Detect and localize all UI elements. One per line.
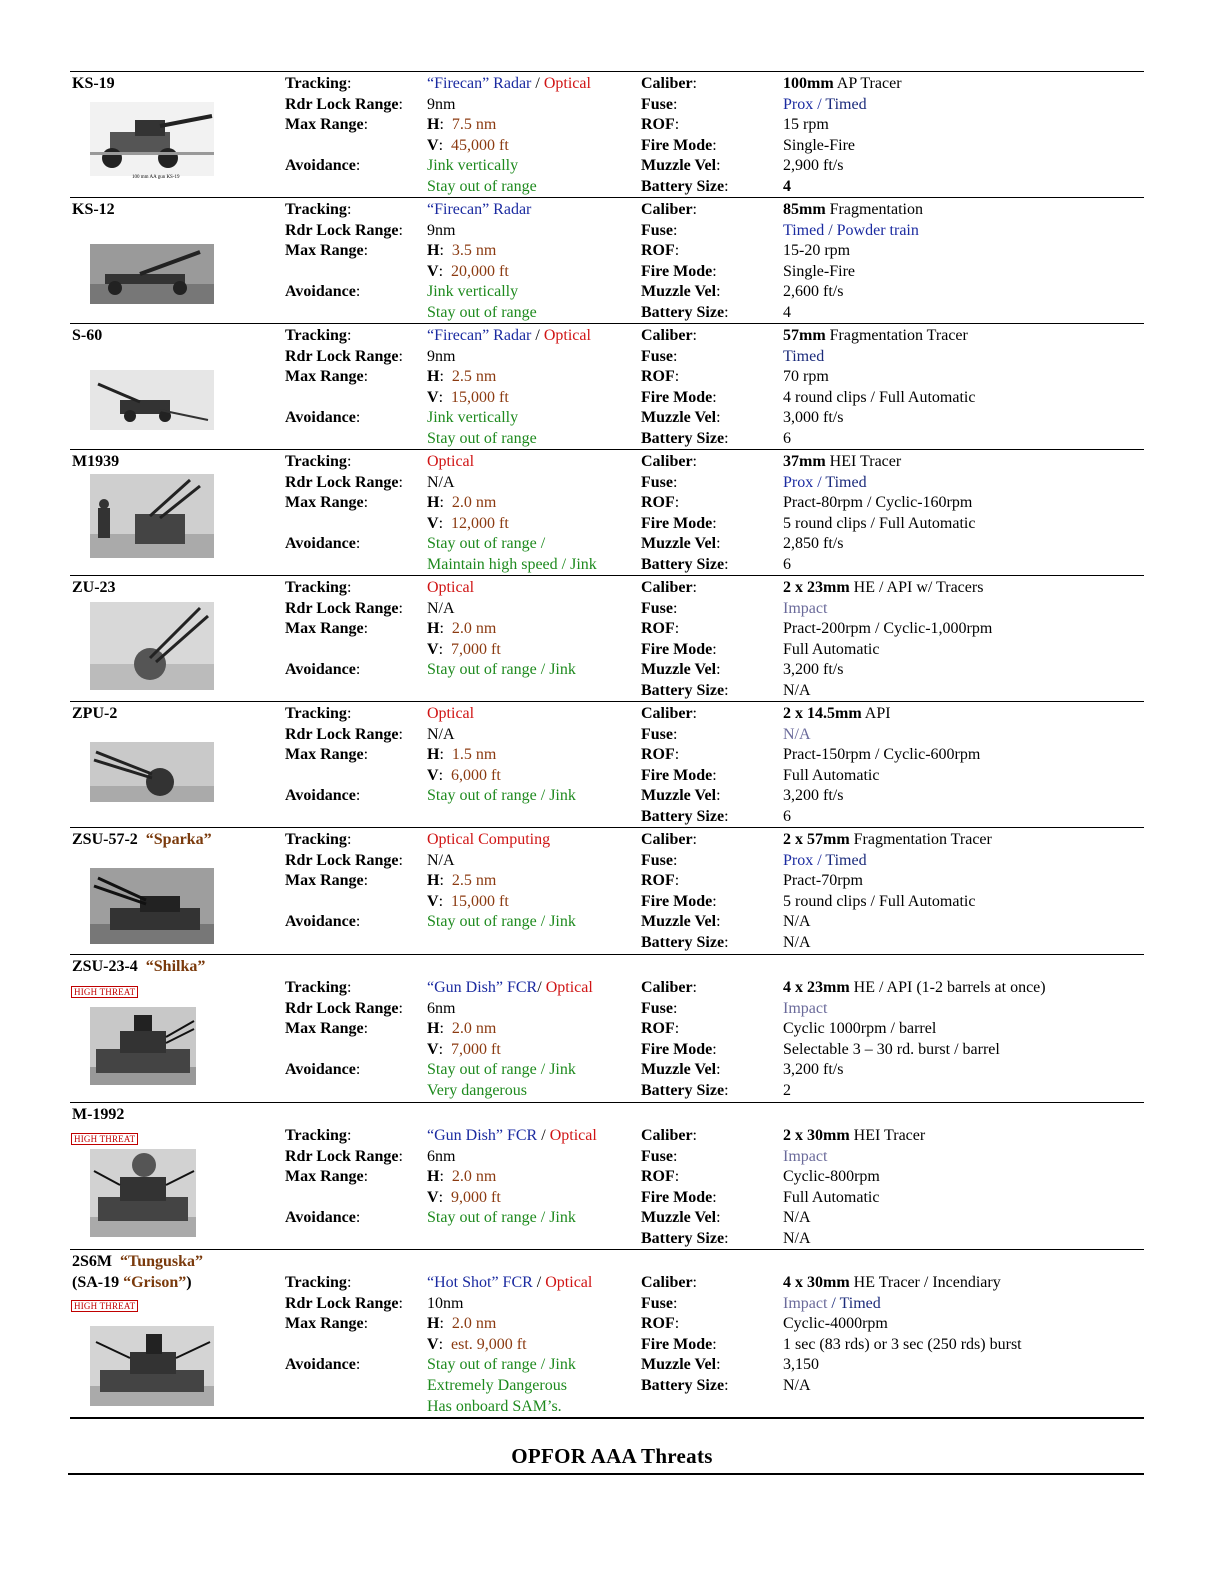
- rof-value: Pract-200rpm / Cyclic-1,000rpm: [783, 620, 993, 638]
- rdr-lock-value: 9nm: [427, 221, 456, 239]
- max-range-h: H: 2.5 nm: [427, 368, 497, 386]
- rof-label: ROF:: [641, 1168, 680, 1186]
- muzzle-vel-value: 3,200 ft/s: [783, 787, 844, 805]
- max-range-h: H: 2.0 nm: [427, 1168, 497, 1186]
- muzzle-vel-label: Muzzle Vel:: [641, 1209, 721, 1227]
- threat-row-s60: [70, 323, 1144, 449]
- tracking-value: Optical: [427, 453, 475, 470]
- weapon-photo-m1939: [90, 474, 214, 558]
- threat-row-zu23: [70, 575, 1144, 701]
- battery-value: N/A: [783, 934, 811, 951]
- battery-value: 6: [783, 808, 791, 825]
- weapon-name: M-1992: [72, 1106, 125, 1123]
- fuse-value: Impact: [783, 1147, 828, 1165]
- fuse-label: Fuse:: [641, 473, 678, 491]
- muzzle-vel-value: 3,200 ft/s: [783, 1061, 844, 1079]
- avoidance-1: Stay out of range / Jink: [427, 1356, 576, 1374]
- muzzle-vel-value: N/A: [783, 1209, 811, 1227]
- max-range-v: V: 15,000 ft: [427, 388, 509, 406]
- avoidance-label: Avoidance:: [285, 661, 361, 679]
- avoidance-2: Stay out of range: [427, 304, 537, 321]
- fire-mode-label: Fire Mode:: [641, 262, 717, 280]
- tracking-value: “Firecan” Radar: [427, 201, 532, 218]
- fuse-value: Timed: [783, 347, 825, 365]
- tracking-label: Tracking:: [285, 1274, 352, 1291]
- tracking-value: “Firecan” Radar / Optical: [427, 75, 591, 92]
- weapon-photo-zpu2: [90, 742, 214, 802]
- avoidance-1: Jink vertically: [427, 157, 519, 175]
- fuse-label: Fuse:: [641, 999, 678, 1017]
- battery-label: Battery Size:: [641, 934, 729, 951]
- fuse-value: Impact / Timed: [783, 1294, 881, 1312]
- max-range-v: V: 7,000 ft: [427, 640, 501, 658]
- battery-label: Battery Size:: [641, 1230, 729, 1247]
- battery-label: Battery Size:: [641, 178, 729, 195]
- battery-value: N/A: [783, 1377, 811, 1394]
- tracking-label: Tracking:: [285, 705, 352, 722]
- avoidance-label: Avoidance:: [285, 409, 361, 427]
- rof-label: ROF:: [641, 872, 680, 890]
- avoidance-1: Stay out of range / Jink: [427, 1209, 576, 1227]
- rdr-lock-value: 9nm: [427, 347, 456, 365]
- tracking-value: Optical Computing: [427, 831, 551, 848]
- high-threat-badge: HIGH THREAT: [71, 1300, 138, 1312]
- weapon-name: KS-12: [72, 201, 115, 218]
- tracking-value: “Hot Shot” FCR / Optical: [427, 1274, 593, 1291]
- rdr-lock-label: Rdr Lock Range:: [285, 999, 403, 1017]
- avoidance-label: Avoidance:: [285, 913, 361, 931]
- fire-mode-label: Fire Mode:: [641, 1040, 717, 1058]
- rdr-lock-value: N/A: [427, 851, 455, 869]
- fire-mode-value: 5 round clips / Full Automatic: [783, 514, 976, 532]
- fuse-value: Prox / Timed: [783, 95, 867, 113]
- fire-mode-label: Fire Mode:: [641, 1335, 717, 1353]
- tracking-label: Tracking:: [285, 831, 352, 848]
- fire-mode-label: Fire Mode:: [641, 892, 717, 910]
- fuse-label: Fuse:: [641, 851, 678, 869]
- max-range-label: Max Range:: [285, 746, 369, 764]
- max-range-label: Max Range:: [285, 1315, 369, 1333]
- fire-mode-label: Fire Mode:: [641, 514, 717, 532]
- fuse-label: Fuse:: [641, 599, 678, 617]
- battery-value: N/A: [783, 1230, 811, 1247]
- threat-row-zsu572: [70, 827, 1144, 954]
- rof-label: ROF:: [641, 620, 680, 638]
- avoidance-1: Stay out of range / Jink: [427, 661, 576, 679]
- high-threat-badge: HIGH THREAT: [71, 1133, 138, 1145]
- muzzle-vel-value: N/A: [783, 913, 811, 931]
- high-threat-badge: HIGH THREAT: [71, 986, 138, 998]
- avoidance-label: Avoidance:: [285, 1209, 361, 1227]
- threat-row-zsu234: [70, 954, 1144, 1102]
- fuse-value: Impact: [783, 599, 828, 617]
- max-range-h: H: 2.0 nm: [427, 494, 497, 512]
- caliber-value: 2 x 57mm Fragmentation Tracer: [783, 831, 992, 848]
- muzzle-vel-label: Muzzle Vel:: [641, 787, 721, 805]
- weapon-name: ZSU-57-2 “Sparka”: [72, 831, 212, 848]
- battery-label: Battery Size:: [641, 430, 729, 447]
- battery-label: Battery Size:: [641, 304, 729, 321]
- fire-mode-label: Fire Mode:: [641, 1188, 717, 1206]
- fire-mode-value: Single-Fire: [783, 262, 855, 280]
- rdr-lock-label: Rdr Lock Range:: [285, 1147, 403, 1165]
- weapon-photo-zsu572: [90, 868, 214, 944]
- muzzle-vel-value: 2,900 ft/s: [783, 157, 844, 175]
- tracking-label: Tracking:: [285, 327, 352, 344]
- photo-caption: 100 mm AA gun KS-19: [132, 175, 180, 180]
- fire-mode-value: 5 round clips / Full Automatic: [783, 892, 976, 910]
- caliber-value: 4 x 30mm HE Tracer / Incendiary: [783, 1274, 1001, 1291]
- caliber-value: 37mm HEI Tracer: [783, 453, 902, 470]
- rof-value: 15 rpm: [783, 116, 829, 134]
- rdr-lock-label: Rdr Lock Range:: [285, 347, 403, 365]
- rof-value: Pract-70rpm: [783, 872, 863, 890]
- weapon-photo-m1992: [90, 1149, 196, 1237]
- tracking-value: “Gun Dish” FCR / Optical: [427, 1127, 597, 1144]
- rdr-lock-label: Rdr Lock Range:: [285, 599, 403, 617]
- fuse-label: Fuse:: [641, 1294, 678, 1312]
- rof-value: Pract-80rpm / Cyclic-160rpm: [783, 494, 973, 512]
- caliber-value: 2 x 23mm HE / API w/ Tracers: [783, 579, 984, 596]
- max-range-v: V: 6,000 ft: [427, 766, 501, 784]
- avoidance-2: Stay out of range: [427, 178, 537, 195]
- muzzle-vel-label: Muzzle Vel:: [641, 157, 721, 175]
- tracking-label: Tracking:: [285, 453, 352, 470]
- max-range-v: V: 15,000 ft: [427, 892, 509, 910]
- fire-mode-value: Single-Fire: [783, 136, 855, 154]
- threat-row-ks19: [70, 71, 1144, 197]
- threat-row-m1992: [70, 1102, 1144, 1249]
- tracking-value: “Gun Dish” FCR/ Optical: [427, 979, 593, 996]
- max-range-h: H: 2.0 nm: [427, 1020, 497, 1038]
- avoidance-2: Very dangerous: [427, 1082, 527, 1099]
- rdr-lock-value: 6nm: [427, 1147, 456, 1165]
- fuse-label: Fuse:: [641, 347, 678, 365]
- tracking-label: Tracking:: [285, 75, 352, 92]
- max-range-h: H: 2.5 nm: [427, 872, 497, 890]
- caliber-label: Caliber:: [641, 1127, 697, 1144]
- max-range-label: Max Range:: [285, 242, 369, 260]
- rof-label: ROF:: [641, 1315, 680, 1333]
- fuse-label: Fuse:: [641, 221, 678, 239]
- max-range-v: V: est. 9,000 ft: [427, 1335, 527, 1353]
- battery-label: Battery Size:: [641, 556, 729, 573]
- max-range-h: H: 2.0 nm: [427, 620, 497, 638]
- muzzle-vel-label: Muzzle Vel:: [641, 661, 721, 679]
- max-range-label: Max Range:: [285, 872, 369, 890]
- max-range-h: H: 2.0 nm: [427, 1315, 497, 1333]
- avoidance-label: Avoidance:: [285, 1061, 361, 1079]
- battery-value: 6: [783, 430, 791, 447]
- avoidance-1: Stay out of range / Jink: [427, 913, 576, 931]
- muzzle-vel-label: Muzzle Vel:: [641, 913, 721, 931]
- caliber-value: 85mm Fragmentation: [783, 201, 923, 218]
- rdr-lock-value: 6nm: [427, 999, 456, 1017]
- rdr-lock-value: N/A: [427, 473, 455, 491]
- avoidance-label: Avoidance:: [285, 787, 361, 805]
- avoidance-label: Avoidance:: [285, 1356, 361, 1374]
- avoidance-1: Stay out of range / Jink: [427, 1061, 576, 1079]
- threat-row-m1939: [70, 449, 1144, 575]
- fuse-value: Prox / Timed: [783, 473, 867, 491]
- max-range-label: Max Range:: [285, 494, 369, 512]
- muzzle-vel-label: Muzzle Vel:: [641, 283, 721, 301]
- tracking-label: Tracking:: [285, 979, 352, 996]
- threat-row-ks12: [70, 197, 1144, 323]
- rof-value: Cyclic-4000rpm: [783, 1315, 888, 1333]
- max-range-v: V: 45,000 ft: [427, 136, 509, 154]
- fuse-value: Prox / Timed: [783, 851, 867, 869]
- rdr-lock-value: 10nm: [427, 1294, 464, 1312]
- fire-mode-label: Fire Mode:: [641, 388, 717, 406]
- avoidance-1: Jink vertically: [427, 409, 519, 427]
- muzzle-vel-label: Muzzle Vel:: [641, 1061, 721, 1079]
- muzzle-vel-label: Muzzle Vel:: [641, 1356, 721, 1374]
- rof-value: Pract-150rpm / Cyclic-600rpm: [783, 746, 981, 764]
- rof-value: Cyclic-800rpm: [783, 1168, 880, 1186]
- fuse-value: Timed / Powder train: [783, 221, 919, 239]
- avoidance-2: Maintain high speed / Jink: [427, 556, 597, 573]
- avoidance-1: Stay out of range /: [427, 535, 546, 553]
- weapon-photo-2s6m: [90, 1326, 214, 1406]
- battery-value: 2: [783, 1082, 791, 1099]
- weapon-alt-name: (SA-19 “Grison”): [72, 1274, 192, 1291]
- caliber-value: 100mm AP Tracer: [783, 75, 902, 92]
- rdr-lock-value: N/A: [427, 725, 455, 743]
- muzzle-vel-label: Muzzle Vel:: [641, 535, 721, 553]
- rdr-lock-label: Rdr Lock Range:: [285, 473, 403, 491]
- weapon-name: ZU-23: [72, 579, 116, 596]
- caliber-value: 2 x 14.5mm API: [783, 705, 891, 722]
- rof-label: ROF:: [641, 494, 680, 512]
- weapon-photo-ks19: [90, 102, 214, 176]
- max-range-label: Max Range:: [285, 620, 369, 638]
- muzzle-vel-value: 3,150: [783, 1356, 819, 1374]
- page-title: OPFOR AAA Threats: [511, 1444, 713, 1468]
- fuse-label: Fuse:: [641, 1147, 678, 1165]
- avoidance-label: Avoidance:: [285, 157, 361, 175]
- fire-mode-value: Full Automatic: [783, 640, 880, 658]
- caliber-label: Caliber:: [641, 327, 697, 344]
- tracking-label: Tracking:: [285, 201, 352, 218]
- muzzle-vel-value: 2,600 ft/s: [783, 283, 844, 301]
- caliber-label: Caliber:: [641, 75, 697, 92]
- weapon-photo-zu23: [90, 602, 214, 690]
- threat-row-zpu2: [70, 701, 1144, 827]
- avoidance-2: Extremely Dangerous: [427, 1377, 567, 1394]
- weapon-photo-ks12: [90, 244, 214, 304]
- caliber-label: Caliber:: [641, 831, 697, 848]
- max-range-label: Max Range:: [285, 368, 369, 386]
- battery-label: Battery Size:: [641, 808, 729, 825]
- tracking-label: Tracking:: [285, 1127, 352, 1144]
- weapon-name: KS-19: [72, 75, 115, 92]
- weapon-name: 2S6M “Tunguska”: [72, 1253, 204, 1270]
- avoidance-3: Has onboard SAM’s.: [427, 1397, 562, 1415]
- max-range-v: V: 9,000 ft: [427, 1188, 501, 1206]
- weapon-photo-s60: [90, 370, 214, 430]
- caliber-value: 4 x 23mm HE / API (1-2 barrels at once): [783, 979, 1046, 996]
- muzzle-vel-value: 3,200 ft/s: [783, 661, 844, 679]
- battery-value: 4: [783, 178, 791, 195]
- max-range-label: Max Range:: [285, 1168, 369, 1186]
- avoidance-1: Stay out of range / Jink: [427, 787, 576, 805]
- rdr-lock-label: Rdr Lock Range:: [285, 725, 403, 743]
- caliber-value: 2 x 30mm HEI Tracer: [783, 1127, 926, 1144]
- battery-value: N/A: [783, 682, 811, 699]
- fuse-label: Fuse:: [641, 725, 678, 743]
- battery-value: 4: [783, 304, 791, 321]
- rof-label: ROF:: [641, 116, 680, 134]
- fire-mode-label: Fire Mode:: [641, 640, 717, 658]
- max-range-v: V: 7,000 ft: [427, 1040, 501, 1058]
- rdr-lock-label: Rdr Lock Range:: [285, 95, 403, 113]
- max-range-h: H: 3.5 nm: [427, 242, 497, 260]
- battery-label: Battery Size:: [641, 1377, 729, 1394]
- muzzle-vel-value: 3,000 ft/s: [783, 409, 844, 427]
- tracking-value: “Firecan” Radar / Optical: [427, 327, 591, 344]
- caliber-label: Caliber:: [641, 453, 697, 470]
- threat-row-2s6m: [70, 1249, 1144, 1419]
- caliber-label: Caliber:: [641, 1274, 697, 1291]
- max-range-v: V: 12,000 ft: [427, 514, 509, 532]
- caliber-label: Caliber:: [641, 705, 697, 722]
- rof-value: 15-20 rpm: [783, 242, 851, 260]
- weapon-photo-zsu234: [90, 1007, 196, 1085]
- fuse-value: N/A: [783, 725, 811, 743]
- caliber-label: Caliber:: [641, 579, 697, 596]
- rdr-lock-label: Rdr Lock Range:: [285, 851, 403, 869]
- max-range-h: H: 7.5 nm: [427, 116, 497, 134]
- tracking-value: Optical: [427, 579, 475, 596]
- fire-mode-label: Fire Mode:: [641, 766, 717, 784]
- rdr-lock-value: N/A: [427, 599, 455, 617]
- weapon-name: ZSU-23-4 “Shilka”: [72, 958, 206, 975]
- muzzle-vel-label: Muzzle Vel:: [641, 409, 721, 427]
- rof-label: ROF:: [641, 1020, 680, 1038]
- avoidance-1: Jink vertically: [427, 283, 519, 301]
- fire-mode-value: Selectable 3 – 30 rd. burst / barrel: [783, 1040, 1000, 1058]
- rdr-lock-label: Rdr Lock Range:: [285, 1294, 403, 1312]
- footer-divider: [68, 1473, 1144, 1475]
- fire-mode-value: Full Automatic: [783, 766, 880, 784]
- fire-mode-value: Full Automatic: [783, 1188, 880, 1206]
- caliber-value: 57mm Fragmentation Tracer: [783, 327, 968, 344]
- max-range-v: V: 20,000 ft: [427, 262, 509, 280]
- avoidance-label: Avoidance:: [285, 283, 361, 301]
- fire-mode-label: Fire Mode:: [641, 136, 717, 154]
- avoidance-label: Avoidance:: [285, 535, 361, 553]
- rdr-lock-label: Rdr Lock Range:: [285, 221, 403, 239]
- rof-label: ROF:: [641, 242, 680, 260]
- battery-value: 6: [783, 556, 791, 573]
- tracking-value: Optical: [427, 705, 475, 722]
- rdr-lock-value: 9nm: [427, 95, 456, 113]
- max-range-h: H: 1.5 nm: [427, 746, 497, 764]
- fire-mode-value: 1 sec (83 rds) or 3 sec (250 rds) burst: [783, 1335, 1022, 1353]
- fire-mode-value: 4 round clips / Full Automatic: [783, 388, 976, 406]
- caliber-label: Caliber:: [641, 979, 697, 996]
- weapon-name: S-60: [72, 327, 103, 344]
- tracking-label: Tracking:: [285, 579, 352, 596]
- rof-label: ROF:: [641, 746, 680, 764]
- battery-label: Battery Size:: [641, 1082, 729, 1099]
- weapon-name: ZPU-2: [72, 705, 118, 722]
- fuse-label: Fuse:: [641, 95, 678, 113]
- battery-label: Battery Size:: [641, 682, 729, 699]
- max-range-label: Max Range:: [285, 116, 369, 134]
- muzzle-vel-value: 2,850 ft/s: [783, 535, 844, 553]
- threat-table: [70, 71, 1144, 1419]
- avoidance-2: Stay out of range: [427, 430, 537, 447]
- rof-value: 70 rpm: [783, 368, 829, 386]
- weapon-name: M1939: [72, 453, 120, 470]
- max-range-label: Max Range:: [285, 1020, 369, 1038]
- rof-value: Cyclic 1000rpm / barrel: [783, 1020, 937, 1038]
- caliber-label: Caliber:: [641, 201, 697, 218]
- fuse-value: Impact: [783, 999, 828, 1017]
- rof-label: ROF:: [641, 368, 680, 386]
